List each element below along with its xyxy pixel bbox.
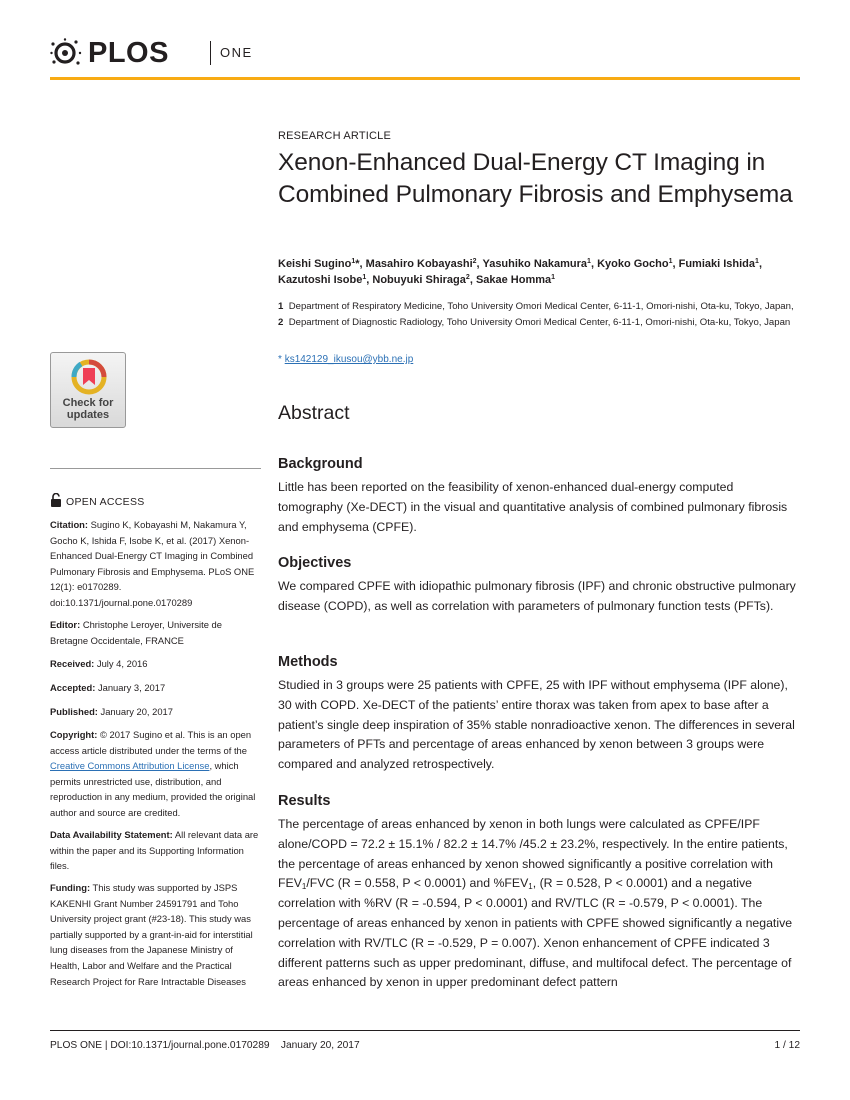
citation-label: Citation: bbox=[50, 519, 89, 530]
copyright-label: Copyright: bbox=[50, 729, 98, 740]
results-subscript-2: 1 bbox=[528, 882, 533, 892]
plos-logo-icon bbox=[50, 38, 84, 68]
author-affiliation-mark: 2 bbox=[465, 274, 470, 281]
copyright-text: © 2017 Sugino et al. This is an open access article distributed under the terms of the bbox=[50, 729, 252, 756]
author-affiliation-mark: 1 bbox=[551, 274, 556, 281]
author-name: Keishi Sugino bbox=[278, 258, 352, 270]
published-text: January 20, 2017 bbox=[100, 706, 173, 717]
journal-name: ONE bbox=[220, 45, 253, 60]
affiliation-2: Department of Diagnostic Radiology, Toho University Omori Medical Center, 6-11-1, Omori-nishi, Ota-ku, Tokyo, Japan bbox=[288, 316, 791, 328]
logo-text: PLOS bbox=[88, 37, 169, 69]
author-name: Yasuhiko Nakamura bbox=[482, 258, 588, 270]
corresponding-email bbox=[278, 353, 413, 367]
email-link[interactable]: ks142129_ikusou@ybb.ne.jp bbox=[284, 354, 414, 365]
author-affiliation-mark: 2 bbox=[472, 258, 477, 265]
affiliations bbox=[278, 299, 800, 330]
data-availability-label: Data Availability Statement: bbox=[50, 829, 173, 840]
author-name: Masahiro Kobayashi bbox=[365, 258, 473, 270]
citation-block bbox=[50, 517, 262, 611]
open-lock-icon bbox=[50, 493, 62, 507]
affiliation-2-number: 2 bbox=[278, 316, 284, 328]
author-affiliation-mark: 1 bbox=[755, 258, 759, 265]
editor-label: Editor: bbox=[50, 619, 81, 630]
background-heading: Background bbox=[278, 456, 363, 472]
logo-divider bbox=[210, 41, 211, 65]
badge-line-1: Check for bbox=[62, 397, 114, 409]
accepted-text: January 3, 2017 bbox=[97, 682, 166, 693]
corresponding-mark: * bbox=[278, 354, 282, 365]
header-rule bbox=[50, 77, 800, 80]
copyright-block bbox=[50, 727, 262, 821]
editor-block bbox=[50, 617, 262, 648]
data-availability-text: All relevant data are within the paper and its Supporting Information files. bbox=[50, 829, 259, 872]
footer-rule bbox=[50, 1030, 800, 1031]
author-name: Nobuyuki Shiraga bbox=[372, 274, 466, 286]
methods-heading: Methods bbox=[278, 654, 338, 670]
open-access-label bbox=[50, 493, 145, 509]
accepted-block bbox=[50, 680, 262, 696]
author-name: Kazutoshi Isobe bbox=[278, 274, 363, 286]
badge-caption bbox=[51, 397, 125, 421]
accepted-label: Accepted: bbox=[50, 682, 96, 693]
journal-header bbox=[50, 36, 800, 70]
results-part-2: /FVC (R = 0.558, P < 0.0001) and %FEV bbox=[306, 876, 529, 891]
badge-line-2: updates bbox=[66, 409, 110, 421]
received-block bbox=[50, 656, 262, 672]
article-type: RESEARCH ARTICLE bbox=[278, 130, 392, 142]
editor-text: Christophe Leroyer, Universite de Bretagne Occidentale, FRANCE bbox=[50, 619, 222, 646]
results-part-1: The percentage of areas enhanced by xenon in both lungs were calculated as CPFE/IPF alone/COPD = 72.2 ± 15.1% / 82.2 ± 14.7% /45.2 ± 23.2%, respectively. In the entire patients, the percentage of areas enhanced by xenon showed significantly a positive correlation with FEV bbox=[278, 817, 788, 891]
author-name: Sakae Homma bbox=[475, 274, 552, 286]
copyright-text-end: , which permits unrestricted use, distribution, and reproduction in any medium, provided the original author and source are credited. bbox=[50, 760, 256, 818]
author-name: Fumiaki Ishida bbox=[678, 258, 756, 270]
author-affiliation-mark: 1 bbox=[351, 258, 356, 265]
received-label: Received: bbox=[50, 658, 95, 669]
author-affiliation-mark: 1 bbox=[362, 274, 367, 281]
footer-citation: PLOS ONE | DOI:10.1371/journal.pone.0170289 January 20, 2017 bbox=[50, 1040, 360, 1051]
results-part-3: , (R = 0.528, P < 0.0001) and a negative correlation with %RV (R = -0.594, P < 0.0001) and RV/TLC (R = -0.579, P < 0.0001). The percentage of areas enhanced by xenon in patients with CPFE showed significantly a negative correlation with RV/TLC (R = -0.529, P = 0.007). Xenon enhancement of CPFE indicated 3 different patterns such as upper predominant, diffuse, and multifocal defect. The percentage of areas enhanced by xenon in upper predominant defect pattern bbox=[278, 876, 793, 990]
check-for-updates-badge[interactable] bbox=[50, 352, 126, 428]
funding-text: This study was supported by JSPS KAKENHI Grant Number 24591791 and Toho University project grant (#23-18). This study was partially supported by a grant-in-aid for interstitial lung diseases from the Japanese Ministry of Health, Labor and Welfare and the Practical Research Project for Rare Intractable Diseases bbox=[50, 882, 253, 987]
abstract-heading: Abstract bbox=[278, 402, 350, 424]
received-text: July 4, 2016 bbox=[96, 658, 148, 669]
article-title: Xenon-Enhanced Dual-Energy CT Imaging in Combined Pulmonary Fibrosis and Emphysema bbox=[278, 149, 793, 208]
sidebar-rule bbox=[50, 468, 261, 469]
author-name: Kyoko Gocho bbox=[597, 258, 669, 270]
methods-text: Studied in 3 groups were 25 patients with CPFE, 25 with IPF without emphysema (IPF alone), 30 with COPD. Xe-DECT of the patients’ entire thorax was taken from apex to base after a patient’s single deep inspiration of 35% stable nonradioactive xenon. The differences in several parameters of PFTs and percentage of areas enhanced by xenon between 3 groups were compared and analyzed retrospectively. bbox=[278, 678, 795, 772]
corresponding-author-mark: * bbox=[355, 258, 360, 270]
author-list: Keishi Sugino$^1$*, Masahiro Kobayashi$^2$, Yasuhiko Nakamura$^1$, Kyoko Gocho$^1$, Fumiaki Ishida$^1$, Kazutoshi Isobe$^1$, Nobuyuki Shiraga$^2$, Sakae Homma$^1$ bbox=[278, 258, 762, 286]
page-number: 1 / 12 bbox=[774, 1040, 800, 1051]
open-access-text: OPEN ACCESS bbox=[66, 496, 145, 508]
crossmark-icon bbox=[71, 359, 107, 395]
results-heading: Results bbox=[278, 793, 331, 809]
author-affiliation-mark: 1 bbox=[668, 258, 673, 265]
cc-license-link[interactable]: Creative Commons Attribution License bbox=[50, 760, 210, 772]
objectives-text: We compared CPFE with idiopathic pulmonary fibrosis (IPF) and chronic obstructive pulmonary disease (COPD), as well as correlation with parameters of pulmonary function tests (PFTs). bbox=[278, 579, 796, 613]
funding-label: Funding: bbox=[50, 882, 91, 893]
results-subscript-1: 1 bbox=[301, 882, 307, 892]
affiliation-1: Department of Respiratory Medicine, Toho University Omori Medical Center, 6-11-1, Omori-nishi, Ota-ku, Tokyo, Japan, bbox=[288, 301, 794, 312]
data-availability-block bbox=[50, 827, 262, 874]
published-label: Published: bbox=[50, 706, 98, 717]
background-text: Little has been reported on the feasibility of xenon-enhanced dual-energy computed tomography (Xe-DECT) in the visual and quantitative analysis of combined pulmonary fibrosis and emphysema (CPFE). bbox=[278, 480, 788, 534]
published-block bbox=[50, 704, 262, 720]
author-affiliation-mark: 1 bbox=[587, 258, 591, 265]
objectives-heading: Objectives bbox=[278, 555, 352, 571]
results-text bbox=[278, 815, 800, 993]
affiliation-1-number: 1 bbox=[278, 301, 284, 312]
citation-text: Sugino K, Kobayashi M, Nakamura Y, Gocho K, Ishida F, Isobe K, et al. (2017) Xenon-Enhanced Dual-Energy CT Imaging in Combined Pulmonary Fibrosis and Emphysema. PLoS ONE 12(1): e0170289. doi:10.1371/journal.pone.0170289 bbox=[50, 519, 255, 608]
funding-block bbox=[50, 880, 262, 989]
